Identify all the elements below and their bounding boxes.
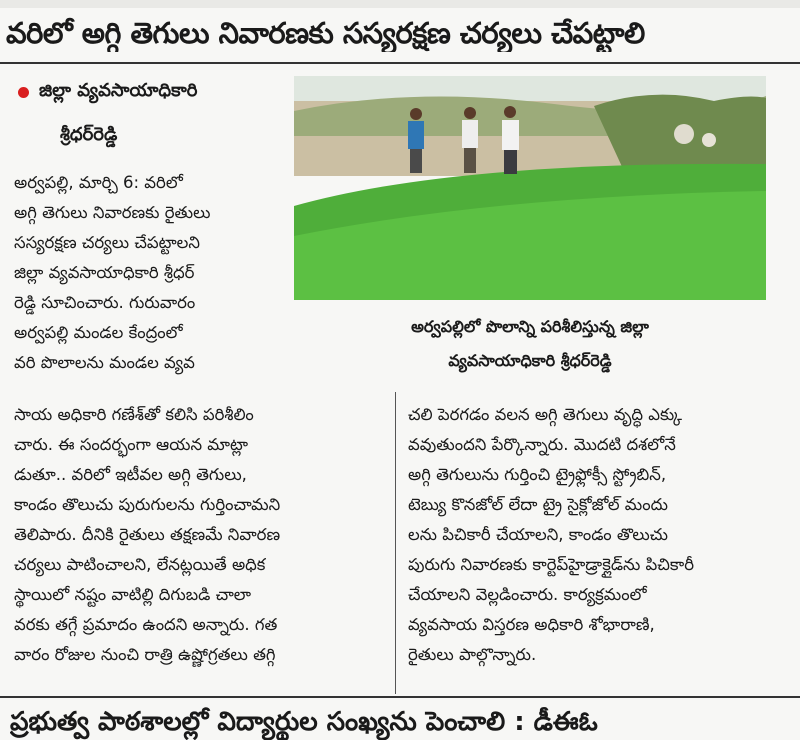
top-strip [0, 0, 800, 8]
article-line: రెడ్డి సూచించారు. గురువారం [14, 293, 196, 312]
article-line: చేయాలని వెల్లడించారు. కార్యక్రమంలో [408, 585, 647, 604]
article-line: పురుగు నివారణకు కార్టెప్‌హైడ్రాక్లైడ్‌ను పిచికారీ [408, 555, 695, 574]
article-line: కాండం తొలుచు పురుగులను గుర్తించామని [14, 495, 281, 514]
photo-caption [296, 310, 764, 378]
byline-name: శ్రీధర్‌రెడ్డి [60, 124, 118, 145]
article-line: స్థాయిలో నష్టం వాటిల్లి దిగుబడి చాలా [14, 585, 252, 604]
article-column-left-bottom [14, 400, 384, 670]
article-line: టెబ్యు కొనజోల్ లేదా ట్రై సైక్లోజోల్ మందు [408, 495, 668, 514]
article-line: రైతులు పాల్గొన్నారు. [408, 645, 537, 664]
article-line: తెలిపారు. దీనికి రైతులు తక్షణమే నివారణ [14, 525, 281, 544]
article-line: చలి పెరగడం వలన అగ్గి తెగులు వృద్ధి ఎక్కు [408, 405, 682, 424]
article-line: అగ్గి తెగులును గుర్తించి ట్రైఫ్లోక్సీ స్ట్రోబిన్, [408, 465, 667, 484]
bottom-rule [0, 696, 800, 698]
headline-rule [0, 62, 800, 64]
article-line: వారం రోజుల నుంచి రాత్రి ఉష్ణోగ్రతలు తగ్గి [14, 645, 276, 664]
article-line: జిల్లా వ్యవసాయాధికారి శ్రీధర్ [14, 263, 195, 282]
article-line: వరకు తగ్గే ప్రమాదం ఉందని అన్నారు. గత [14, 615, 278, 634]
article-line: సాయ అధికారి గణేశ్‌తో కలిసి పరిశీలిం [14, 405, 254, 424]
byline-role: జిల్లా వ్యవసాయాధికారి [39, 80, 198, 101]
article-line: వరి పొలాలను మండల వ్యవ [14, 353, 195, 372]
article-line: వవుతుందని పేర్కొన్నారు. మొదటి దశలోనే [408, 435, 676, 454]
article-line: లను పిచికారీ చేయాలని, కాండం తొలుచు [408, 525, 669, 544]
bullet-icon [18, 87, 29, 98]
article-line: అగ్గి తెగులు నివారణకు రైతులు [14, 203, 211, 222]
article-line: చారు. ఈ సందర్భంగా ఆయన మాట్లా [14, 435, 249, 454]
article-line: అర్వపల్లి, మార్చి 6: వరిలో [14, 173, 183, 192]
field-photo [294, 76, 766, 300]
photo-caption-line-1: అర్వపల్లిలో పొలాన్ని పరిశీలిస్తున్న జిల్లా [411, 317, 649, 336]
article-line: సస్యరక్షణ చర్యలు చేపట్టాలని [14, 233, 200, 252]
field-photo-illustration [294, 76, 766, 300]
photo-caption-line-2: వ్యవసాయాధికారి శ్రీధర్‌రెడ్డి [448, 351, 612, 370]
article-column-left-top [14, 168, 284, 378]
article-line: అర్వపల్లి మండల కేంద్రంలో [14, 323, 183, 342]
article-line: డుతూ.. వరిలో ఇటీవల అగ్గి తెగులు, [14, 465, 247, 484]
article-line: చర్యలు పాటించాలని, లేనట్లయితే అధిక [14, 555, 266, 574]
article-column-right-bottom [408, 400, 768, 670]
next-headline: ప్రభుత్వ పాఠశాలల్లో విద్యార్థుల సంఖ్యను పెంచాలి : డీఈఓ [10, 707, 598, 737]
article-line: వ్యవసాయ విస్తరణ అధికారి శోభారాణి, [408, 615, 655, 634]
byline [18, 80, 197, 105]
headline: వరిలో అగ్గి తెగులు నివారణకు సస్యరక్షణ చర్యలు చేపట్టాలి [6, 16, 645, 50]
column-divider [395, 392, 396, 694]
